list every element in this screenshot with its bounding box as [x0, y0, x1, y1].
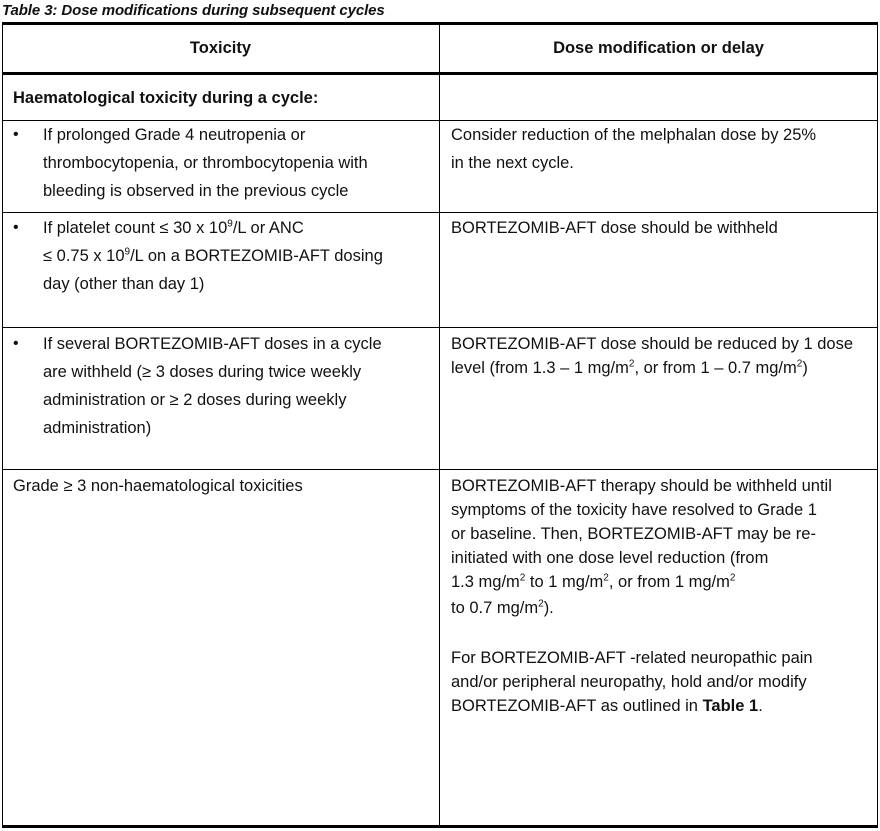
bullet-icon: • — [13, 219, 19, 236]
row1-dose-modification — [451, 121, 876, 177]
table-right-border — [877, 22, 878, 828]
section-title-haematological: Haematological toxicity during a cycle: — [13, 89, 319, 107]
row4-right-line4: initiated with one dose level reduction (from — [451, 549, 769, 567]
row3-left-line3: administration or ≥ 2 doses during weekly — [43, 391, 347, 409]
header-bottom-border — [2, 72, 878, 75]
row4-right-line5: 1.3 $mg/m^2$ to 1 $mg/m^2$, or from 1 $mg/m^2$ — [451, 572, 736, 591]
row1-left-line2: thrombocytopenia, or thrombocytopenia with — [43, 154, 368, 172]
row2-left-line2: ≤ 0.75 x $10^9/L$ on a BORTEZOMIB-AFT dosing — [43, 246, 383, 265]
table-caption: Table 3: Dose modifications during subsequent cycles — [2, 2, 385, 19]
row2-dose-modification: BORTEZOMIB-AFT dose should be withheld — [451, 219, 778, 237]
row4-right-line6: to 0.7 $mg/m^2$). — [451, 598, 554, 617]
row3-left-line1: If several BORTEZOMIB-AFT doses in a cycle — [43, 335, 382, 353]
bullet-icon: • — [13, 335, 19, 352]
row4-para2-line1: For BORTEZOMIB-AFT -related neuropathic pain — [451, 649, 813, 667]
row4-right-line2: symptoms of the toxicity have resolved to Grade 1 — [451, 501, 817, 519]
table-top-border — [2, 22, 878, 25]
dose-modification-table — [2, 22, 878, 828]
row1-right-line2: in the next cycle. — [451, 154, 574, 172]
row3-left-line2: are withheld (≥ 3 doses during twice weekly — [43, 363, 362, 381]
table-left-border — [2, 22, 3, 828]
table-bottom-border — [2, 825, 878, 828]
bullet-icon: • — [13, 126, 19, 143]
table1-reference: Table 1 — [702, 697, 759, 715]
row1-left-line1: If prolonged Grade 4 neutropenia or — [43, 126, 306, 144]
column-divider — [439, 22, 440, 828]
header-dose-modification: Dose modification or delay — [553, 39, 764, 57]
row2-bottom-border — [2, 327, 878, 328]
row4-para2-line2: and/or peripheral neuropathy, hold and/or modify — [451, 673, 807, 691]
row1-right-line1: Consider reduction of the melphalan dose by 25% — [451, 126, 817, 144]
row3-right-line2: level (from 1.3 – 1 $mg/m^2$, or from 1 – 0.7 $mg/m^2$) — [451, 358, 808, 377]
row3-bottom-border — [2, 469, 878, 470]
row1-left-line3: bleeding is observed in the previous cycle — [43, 182, 349, 200]
row3-dose-modification — [451, 332, 876, 380]
row4-para2-line3: BORTEZOMIB-AFT as outlined in Table 1. — [451, 697, 763, 715]
row4-dose-modification — [451, 474, 876, 718]
row2-left-line3: day (other than day 1) — [43, 275, 205, 293]
row2-left-line1: If platelet count ≤ 30 x $10^9/L$ or ANC — [43, 218, 304, 237]
row4-right-line3: or baseline. Then, BORTEZOMIB-AFT may be re- — [451, 525, 816, 543]
row4-right-line1: BORTEZOMIB-AFT therapy should be withheld until — [451, 477, 832, 495]
row1-bottom-border — [2, 212, 878, 213]
row3-left-line4: administration) — [43, 419, 152, 437]
row3-right-line1: BORTEZOMIB-AFT dose should be reduced by 1 dose — [451, 335, 854, 353]
row4-toxicity: Grade ≥ 3 non-haematological toxicities — [13, 477, 303, 495]
header-toxicity: Toxicity — [189, 39, 252, 57]
